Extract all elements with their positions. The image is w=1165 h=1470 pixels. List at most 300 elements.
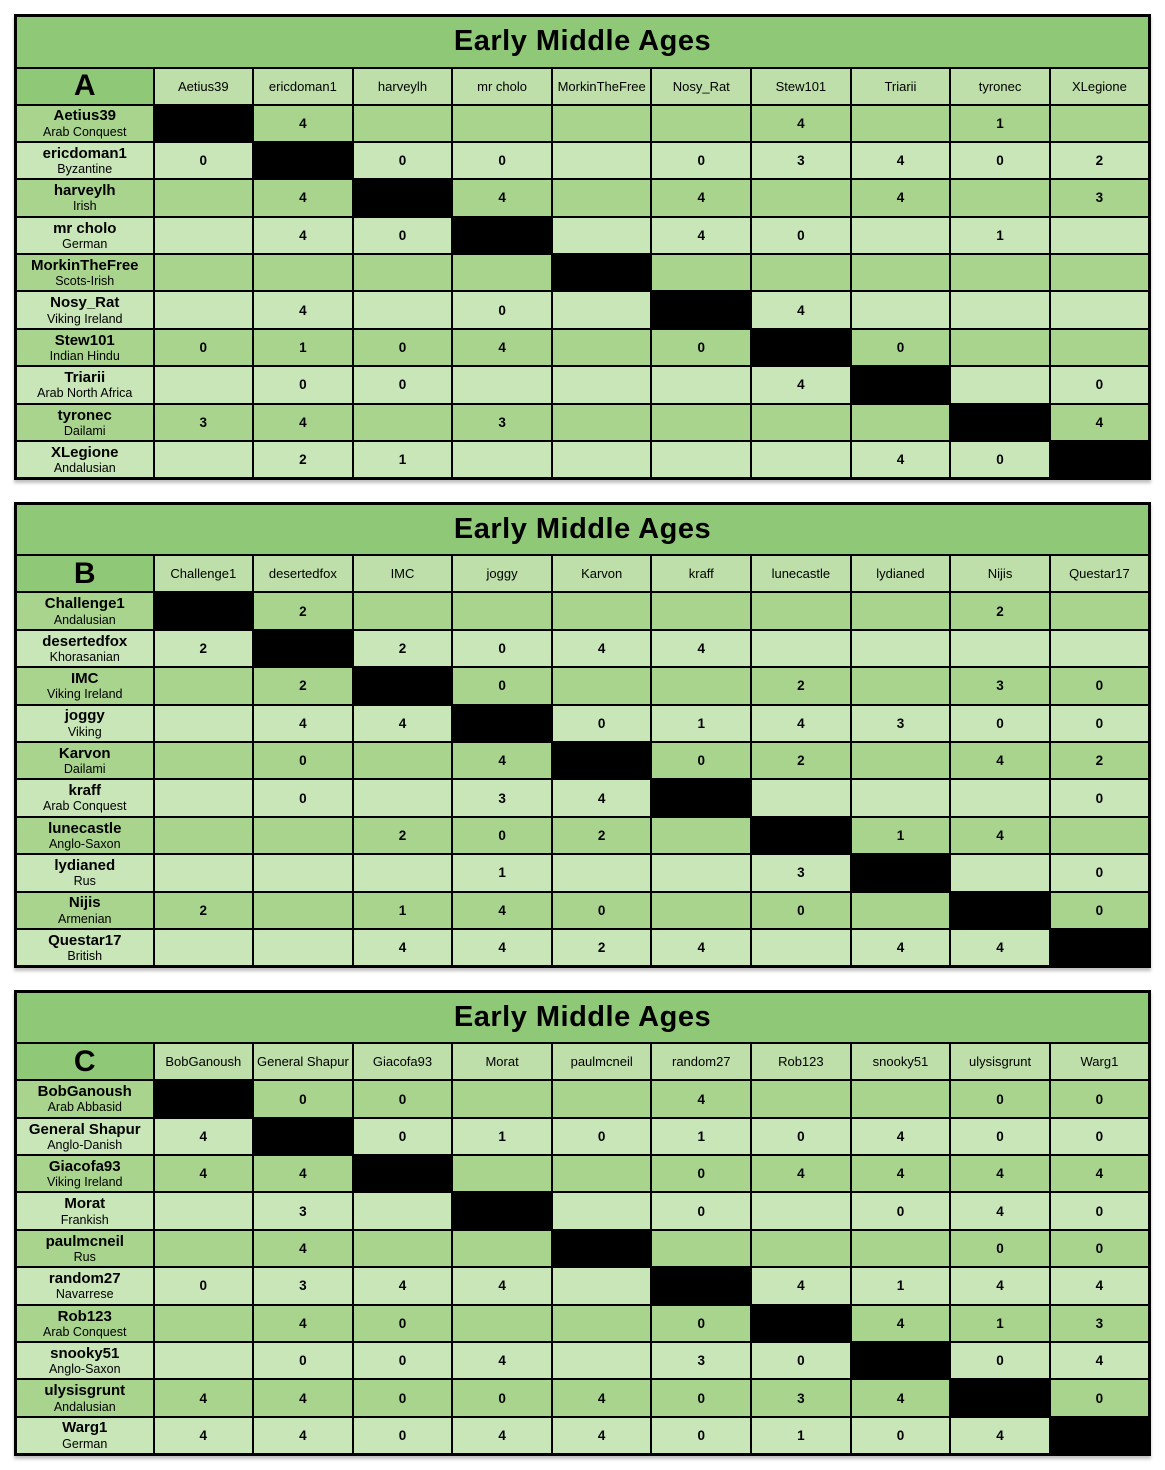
diagonal-cell — [950, 892, 1050, 929]
score-cell — [552, 1267, 652, 1304]
score-cell: 0 — [1050, 1118, 1150, 1155]
player-civ: Anglo-Danish — [47, 1137, 123, 1152]
score-cell — [154, 441, 254, 478]
table-row — [16, 592, 1150, 629]
diagonal-cell — [452, 217, 552, 254]
column-header: Morat — [452, 1043, 552, 1080]
table-row — [16, 929, 1150, 966]
diagonal-cell — [751, 817, 851, 854]
score-cell — [452, 254, 552, 291]
score-cell — [452, 366, 552, 403]
score-cell — [452, 1080, 552, 1117]
player-civ: Andalusian — [53, 612, 116, 627]
score-cell: 1 — [253, 329, 353, 366]
column-header: Karvon — [552, 555, 652, 592]
score-cell — [751, 1192, 851, 1229]
score-cell — [851, 217, 951, 254]
score-cell: 0 — [552, 705, 652, 742]
table-row — [16, 1192, 1150, 1229]
table-row — [16, 142, 1150, 179]
table-row — [16, 329, 1150, 366]
player-civ: British — [67, 948, 103, 963]
column-header: BobGanoush — [154, 1043, 254, 1080]
player-name: Triarii — [64, 369, 106, 387]
score-cell — [154, 854, 254, 891]
score-cell: 4 — [452, 892, 552, 929]
score-cell: 2 — [154, 630, 254, 667]
score-cell — [950, 366, 1050, 403]
score-cell: 0 — [353, 142, 453, 179]
column-header: General Shapur — [253, 1043, 353, 1080]
player-civ: Dailami — [63, 423, 106, 438]
score-cell — [452, 441, 552, 478]
table-row — [16, 1267, 1150, 1304]
score-cell — [353, 779, 453, 816]
score-cell — [950, 779, 1050, 816]
diagonal-cell — [950, 1379, 1050, 1416]
table-row — [16, 630, 1150, 667]
player-label — [16, 441, 154, 478]
column-header: XLegione — [1050, 68, 1150, 105]
score-cell: 0 — [353, 1417, 453, 1454]
score-cell: 0 — [950, 1080, 1050, 1117]
table-row — [16, 854, 1150, 891]
score-cell: 3 — [1050, 179, 1150, 216]
player-label — [16, 705, 154, 742]
score-cell — [552, 854, 652, 891]
score-cell: 4 — [552, 1417, 652, 1454]
score-cell — [154, 929, 254, 966]
score-cell: 2 — [1050, 742, 1150, 779]
diagonal-cell — [950, 404, 1050, 441]
score-cell: 1 — [851, 817, 951, 854]
table-row — [16, 1342, 1150, 1379]
player-label — [16, 1342, 154, 1379]
player-civ: Anglo-Saxon — [48, 1362, 121, 1377]
score-cell: 1 — [851, 1267, 951, 1304]
score-cell: 0 — [950, 142, 1050, 179]
table-row — [16, 892, 1150, 929]
score-cell — [552, 291, 652, 328]
diagonal-cell — [1050, 1417, 1150, 1454]
diagonal-cell — [751, 1305, 851, 1342]
score-cell — [751, 441, 851, 478]
score-cell: 0 — [950, 1118, 1050, 1155]
score-cell: 4 — [253, 179, 353, 216]
score-cell: 4 — [154, 1379, 254, 1416]
score-cell — [154, 1305, 254, 1342]
score-cell: 4 — [452, 329, 552, 366]
player-label — [16, 630, 154, 667]
score-cell — [851, 254, 951, 291]
player-civ: Arab Conquest — [43, 1324, 127, 1339]
score-cell: 3 — [950, 667, 1050, 704]
score-cell: 4 — [851, 179, 951, 216]
score-cell: 0 — [1050, 854, 1150, 891]
score-cell — [851, 742, 951, 779]
score-cell — [950, 179, 1050, 216]
score-cell: 4 — [651, 929, 751, 966]
score-cell: 0 — [253, 1342, 353, 1379]
score-cell: 0 — [253, 779, 353, 816]
player-name: lydianed — [54, 857, 116, 875]
score-cell — [651, 592, 751, 629]
score-cell: 0 — [353, 1118, 453, 1155]
score-cell: 0 — [154, 1267, 254, 1304]
score-cell: 0 — [1050, 1192, 1150, 1229]
score-cell: 0 — [154, 142, 254, 179]
score-cell: 0 — [253, 1080, 353, 1117]
diagonal-cell — [253, 142, 353, 179]
column-header: Nosy_Rat — [651, 68, 751, 105]
score-cell: 0 — [651, 1155, 751, 1192]
score-cell: 0 — [452, 1379, 552, 1416]
player-name: harveylh — [53, 182, 116, 200]
column-header: kraff — [651, 555, 751, 592]
score-cell: 4 — [353, 929, 453, 966]
player-label — [16, 105, 154, 142]
column-header: MorkinTheFree — [552, 68, 652, 105]
score-cell — [751, 1080, 851, 1117]
score-cell — [851, 404, 951, 441]
score-cell: 1 — [452, 854, 552, 891]
score-cell: 0 — [651, 1192, 751, 1229]
score-cell — [353, 105, 453, 142]
player-label — [16, 854, 154, 891]
score-cell — [154, 179, 254, 216]
score-cell: 0 — [651, 1379, 751, 1416]
score-cell: 4 — [452, 929, 552, 966]
score-cell: 4 — [552, 630, 652, 667]
group-letter: C — [16, 1043, 154, 1080]
player-civ: Scots-Irish — [55, 274, 115, 289]
column-header: Triarii — [851, 68, 951, 105]
score-cell: 4 — [253, 1155, 353, 1192]
score-cell: 0 — [353, 1080, 453, 1117]
player-civ: German — [62, 1436, 108, 1451]
player-name: Challenge1 — [44, 595, 125, 613]
table-row — [16, 366, 1150, 403]
table-row — [16, 291, 1150, 328]
player-civ: Viking Ireland — [46, 1175, 123, 1190]
score-cell: 4 — [353, 1267, 453, 1304]
score-cell: 4 — [751, 705, 851, 742]
diagonal-cell — [552, 742, 652, 779]
player-name: lunecastle — [48, 819, 122, 837]
score-cell: 0 — [651, 742, 751, 779]
score-cell: 0 — [452, 817, 552, 854]
player-label — [16, 1118, 154, 1155]
score-cell — [851, 667, 951, 704]
score-cell — [552, 105, 652, 142]
player-name: tyronec — [57, 406, 112, 424]
score-cell: 4 — [950, 929, 1050, 966]
score-cell: 1 — [751, 1417, 851, 1454]
player-label — [16, 742, 154, 779]
score-cell: 4 — [950, 1192, 1050, 1229]
score-cell — [552, 1155, 652, 1192]
score-cell: 4 — [253, 1230, 353, 1267]
score-cell — [950, 291, 1050, 328]
score-cell: 1 — [353, 892, 453, 929]
score-cell: 1 — [353, 441, 453, 478]
player-name: Morat — [64, 1195, 106, 1213]
diagonal-cell — [353, 667, 453, 704]
player-civ: Khorasanian — [49, 649, 120, 664]
score-cell: 3 — [253, 1267, 353, 1304]
score-cell: 4 — [651, 179, 751, 216]
score-cell: 4 — [851, 1155, 951, 1192]
score-cell — [154, 217, 254, 254]
score-cell: 0 — [353, 1305, 453, 1342]
score-cell — [154, 817, 254, 854]
player-label — [16, 1267, 154, 1304]
player-label — [16, 592, 154, 629]
player-label — [16, 142, 154, 179]
score-cell: 0 — [353, 329, 453, 366]
score-cell: 2 — [253, 667, 353, 704]
column-header: random27 — [651, 1043, 751, 1080]
player-label — [16, 817, 154, 854]
score-cell — [154, 705, 254, 742]
table-row — [16, 254, 1150, 291]
player-label — [16, 1155, 154, 1192]
score-cell: 2 — [1050, 142, 1150, 179]
score-cell: 4 — [253, 404, 353, 441]
table-title: Early Middle Ages — [16, 503, 1150, 555]
diagonal-cell — [552, 1230, 652, 1267]
score-cell — [452, 592, 552, 629]
score-cell: 0 — [1050, 366, 1150, 403]
player-label — [16, 1379, 154, 1416]
player-label — [16, 254, 154, 291]
score-cell: 4 — [751, 291, 851, 328]
score-cell — [751, 630, 851, 667]
score-cell — [651, 817, 751, 854]
score-cell — [552, 329, 652, 366]
group-table-b — [14, 502, 1151, 968]
score-cell: 4 — [452, 1342, 552, 1379]
score-cell — [751, 179, 851, 216]
score-cell: 4 — [253, 1417, 353, 1454]
score-cell: 4 — [253, 217, 353, 254]
score-cell — [353, 742, 453, 779]
tables-container — [14, 14, 1151, 1456]
score-cell: 2 — [552, 929, 652, 966]
player-label — [16, 329, 154, 366]
player-label — [16, 179, 154, 216]
score-cell: 4 — [154, 1417, 254, 1454]
diagonal-cell — [651, 779, 751, 816]
score-cell — [154, 366, 254, 403]
column-header: Rob123 — [751, 1043, 851, 1080]
score-cell: 0 — [353, 366, 453, 403]
table-row — [16, 1379, 1150, 1416]
score-cell: 0 — [950, 1342, 1050, 1379]
score-cell — [651, 1230, 751, 1267]
score-cell: 4 — [851, 142, 951, 179]
player-label — [16, 366, 154, 403]
score-cell — [1050, 329, 1150, 366]
player-civ: Armenian — [58, 911, 112, 926]
score-cell: 0 — [950, 1230, 1050, 1267]
score-cell: 1 — [950, 105, 1050, 142]
column-header: Nijis — [950, 555, 1050, 592]
score-cell: 2 — [751, 742, 851, 779]
player-name: Karvon — [58, 744, 111, 762]
score-cell — [651, 254, 751, 291]
score-cell — [1050, 817, 1150, 854]
player-name: joggy — [64, 707, 105, 725]
score-cell: 1 — [651, 1118, 751, 1155]
player-civ: Rus — [73, 874, 96, 889]
score-cell: 0 — [851, 329, 951, 366]
score-cell — [950, 854, 1050, 891]
player-civ: Navarrese — [55, 1287, 114, 1302]
score-cell — [651, 667, 751, 704]
column-header: Aetius39 — [154, 68, 254, 105]
score-cell: 0 — [851, 1417, 951, 1454]
player-civ: Dailami — [63, 762, 106, 777]
player-label — [16, 217, 154, 254]
diagonal-cell — [452, 1192, 552, 1229]
player-label — [16, 404, 154, 441]
score-cell — [651, 892, 751, 929]
score-cell: 4 — [353, 705, 453, 742]
player-civ: Viking Ireland — [46, 687, 123, 702]
score-cell: 4 — [751, 105, 851, 142]
score-cell — [651, 404, 751, 441]
score-cell — [353, 592, 453, 629]
score-cell — [851, 105, 951, 142]
player-name: Nijis — [68, 894, 101, 912]
player-civ: Frankish — [60, 1212, 109, 1227]
diagonal-cell — [154, 105, 254, 142]
column-header: IMC — [353, 555, 453, 592]
table-row — [16, 667, 1150, 704]
score-cell: 4 — [154, 1118, 254, 1155]
score-cell: 0 — [1050, 1379, 1150, 1416]
score-cell — [253, 254, 353, 291]
player-civ: Byzantine — [57, 162, 113, 177]
player-name: Questar17 — [48, 931, 122, 949]
score-cell: 0 — [751, 1118, 851, 1155]
player-label — [16, 892, 154, 929]
diagonal-cell — [452, 705, 552, 742]
player-name: paulmcneil — [45, 1232, 124, 1250]
score-cell — [253, 892, 353, 929]
player-name: Rob123 — [57, 1307, 112, 1325]
score-cell: 0 — [1050, 892, 1150, 929]
score-cell: 4 — [1050, 1342, 1150, 1379]
score-cell: 4 — [950, 742, 1050, 779]
diagonal-cell — [353, 1155, 453, 1192]
score-cell — [452, 1155, 552, 1192]
score-cell: 4 — [253, 705, 353, 742]
score-cell — [851, 630, 951, 667]
score-cell — [950, 254, 1050, 291]
score-cell: 4 — [452, 742, 552, 779]
table-row — [16, 1080, 1150, 1117]
score-cell: 2 — [353, 817, 453, 854]
score-cell: 4 — [452, 1417, 552, 1454]
player-label — [16, 779, 154, 816]
score-cell — [751, 1230, 851, 1267]
player-name: desertedfox — [42, 632, 128, 650]
score-cell — [851, 1080, 951, 1117]
score-cell — [1050, 105, 1150, 142]
score-cell: 0 — [154, 329, 254, 366]
score-cell: 3 — [452, 404, 552, 441]
score-cell — [154, 1230, 254, 1267]
score-cell: 4 — [651, 1080, 751, 1117]
score-cell: 4 — [950, 817, 1050, 854]
score-cell: 0 — [452, 291, 552, 328]
player-label — [16, 291, 154, 328]
player-civ: Indian Hindu — [49, 348, 120, 363]
score-cell: 0 — [651, 1417, 751, 1454]
score-cell: 4 — [552, 1379, 652, 1416]
score-cell — [154, 779, 254, 816]
score-cell — [851, 291, 951, 328]
column-header: Challenge1 — [154, 555, 254, 592]
score-cell: 4 — [851, 1305, 951, 1342]
score-cell: 2 — [950, 592, 1050, 629]
score-cell: 3 — [751, 142, 851, 179]
column-header: tyronec — [950, 68, 1050, 105]
player-name: MorkinTheFree — [30, 256, 139, 274]
score-cell — [651, 854, 751, 891]
player-name: ulysisgrunt — [44, 1382, 126, 1400]
score-cell — [1050, 630, 1150, 667]
player-name: ericdoman1 — [42, 144, 127, 162]
score-cell: 0 — [552, 1118, 652, 1155]
score-cell — [353, 291, 453, 328]
score-cell: 0 — [353, 1342, 453, 1379]
score-cell: 0 — [452, 142, 552, 179]
diagonal-cell — [851, 1342, 951, 1379]
score-cell: 4 — [751, 366, 851, 403]
score-cell: 4 — [253, 1379, 353, 1416]
score-cell: 3 — [751, 854, 851, 891]
column-header: paulmcneil — [552, 1043, 652, 1080]
score-cell: 4 — [452, 1267, 552, 1304]
table-title: Early Middle Ages — [16, 991, 1150, 1043]
table-row — [16, 779, 1150, 816]
player-civ: Viking — [67, 724, 102, 739]
score-cell — [851, 892, 951, 929]
table-row — [16, 1155, 1150, 1192]
score-cell — [154, 667, 254, 704]
table-title: Early Middle Ages — [16, 16, 1150, 68]
score-cell — [452, 1305, 552, 1342]
score-cell: 2 — [552, 817, 652, 854]
player-name: General Shapur — [28, 1120, 141, 1138]
score-cell: 0 — [452, 630, 552, 667]
table-row — [16, 1230, 1150, 1267]
score-cell: 0 — [1050, 1080, 1150, 1117]
score-cell: 4 — [751, 1267, 851, 1304]
score-cell — [552, 142, 652, 179]
player-name: snooky51 — [50, 1344, 120, 1362]
score-cell — [552, 404, 652, 441]
score-cell — [452, 105, 552, 142]
score-cell: 3 — [851, 705, 951, 742]
score-cell — [154, 1342, 254, 1379]
column-header: ericdoman1 — [253, 68, 353, 105]
score-cell: 0 — [1050, 667, 1150, 704]
score-cell: 0 — [253, 366, 353, 403]
